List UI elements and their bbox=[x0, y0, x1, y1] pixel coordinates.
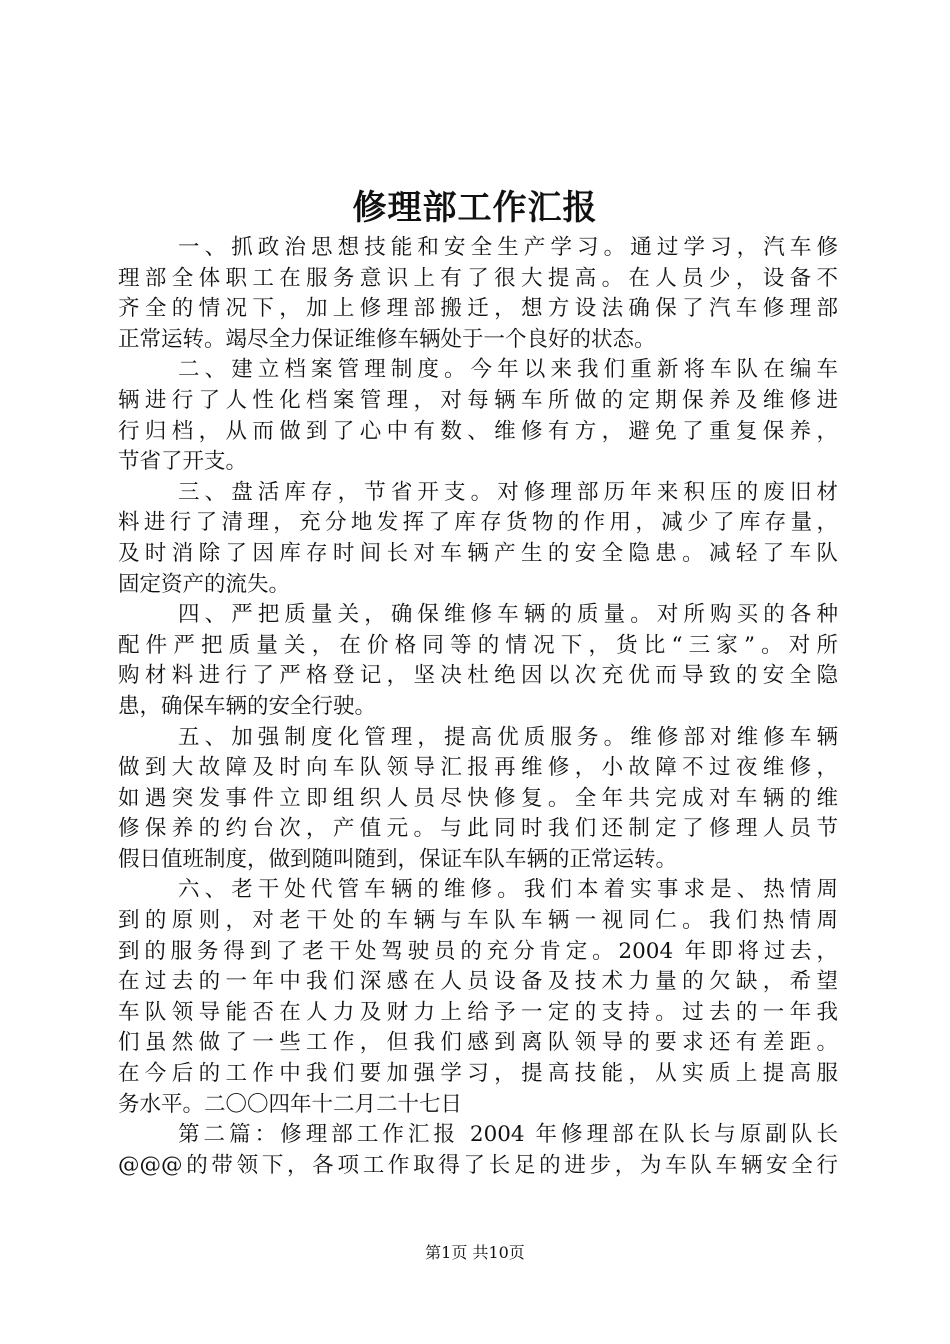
text-line: 假日值班制度，做到随叫随到，保证车队车辆的正常运转。 bbox=[118, 846, 678, 872]
text-line: 务水平。二〇〇四年十二月二十七日 bbox=[118, 1091, 463, 1117]
text-line: 节省了开支。 bbox=[118, 449, 248, 475]
text-line: 五、加强制度化管理，提高优质服务。维修部对维修车辆 bbox=[178, 724, 838, 750]
text-line: 患，确保车辆的安全行驶。 bbox=[118, 693, 377, 719]
text-line: 六、老干处代管车辆的维修。我们本着实事求是、热情周 bbox=[178, 877, 838, 903]
text-line: 及时消除了因库存时间长对车辆产生的安全隐患。减轻了车队 bbox=[118, 540, 838, 566]
text-line: 车队领导能否在人力及财力上给予一定的支持。过去的一年我 bbox=[118, 999, 838, 1025]
text-line: 购材料进行了严格登记，坚决杜绝因以次充优而导致的安全隐 bbox=[118, 663, 838, 689]
text-line: 行归档，从而做到了心中有数、维修有方，避免了重复保养， bbox=[118, 418, 838, 444]
text-line: 二、建立档案管理制度。今年以来我们重新将车队在编车 bbox=[178, 357, 838, 383]
text-line: 三、盘活库存，节省开支。对修理部历年来积压的废旧材 bbox=[178, 479, 838, 505]
text-line: 辆进行了人性化档案管理，对每辆车所做的定期保养及维修进 bbox=[118, 387, 838, 413]
text-line: 到的服务得到了老干处驾驶员的充分肯定。2004 年即将过去， bbox=[118, 938, 838, 964]
text-line: 配件严把质量关，在价格同等的情况下，货比“三家”。对所 bbox=[118, 632, 838, 658]
text-line: 料进行了清理，充分地发挥了库存货物的作用，减少了库存量， bbox=[118, 510, 838, 536]
text-line: 在今后的工作中我们要加强学习，提高技能，从实质上提高服 bbox=[118, 1061, 838, 1087]
text-line: 如遇突发事件立即组织人员尽快修复。全年共完成对车辆的维 bbox=[118, 785, 838, 811]
page-footer: 第1页 共10页 bbox=[425, 1243, 525, 1262]
text-line: 做到大故障及时向车队领导汇报再维修，小故障不过夜维修， bbox=[118, 755, 838, 781]
text-line: 正常运转。竭尽全力保证维修车辆处于一个良好的状态。 bbox=[118, 326, 656, 352]
text-line: 齐全的情况下，加上修理部搬迁，想方设法确保了汽车修理部 bbox=[118, 296, 838, 322]
text-line: @@@的带领下，各项工作取得了长足的进步，为车队车辆安全行 bbox=[118, 1152, 838, 1178]
text-line: 们虽然做了一些工作，但我们感到离队领导的要求还有差距。 bbox=[118, 1030, 838, 1056]
text-line: 在过去的一年中我们深感在人员设备及技术力量的欠缺，希望 bbox=[118, 969, 838, 995]
document-body bbox=[118, 233, 838, 1181]
text-line: 修保养的约台次，产值元。与此同时我们还制定了修理人员节 bbox=[118, 816, 838, 842]
text-line: 第二篇：修理部工作汇报 2004 年修理部在队长与原副队长 bbox=[178, 1122, 838, 1148]
text-line: 一、抓政治思想技能和安全生产学习。通过学习，汽车修 bbox=[178, 235, 838, 260]
text-line: 理部全体职工在服务意识上有了很大提高。在人员少，设备不 bbox=[118, 265, 838, 291]
text-line: 到的原则，对老干处的车辆与车队车辆一视同仁。我们热情周 bbox=[118, 908, 838, 934]
text-line: 四、严把质量关，确保维修车辆的质量。对所购买的各种 bbox=[178, 602, 838, 628]
document-title: 修理部工作汇报 bbox=[352, 188, 598, 228]
text-line: 固定资产的流失。 bbox=[118, 571, 291, 597]
